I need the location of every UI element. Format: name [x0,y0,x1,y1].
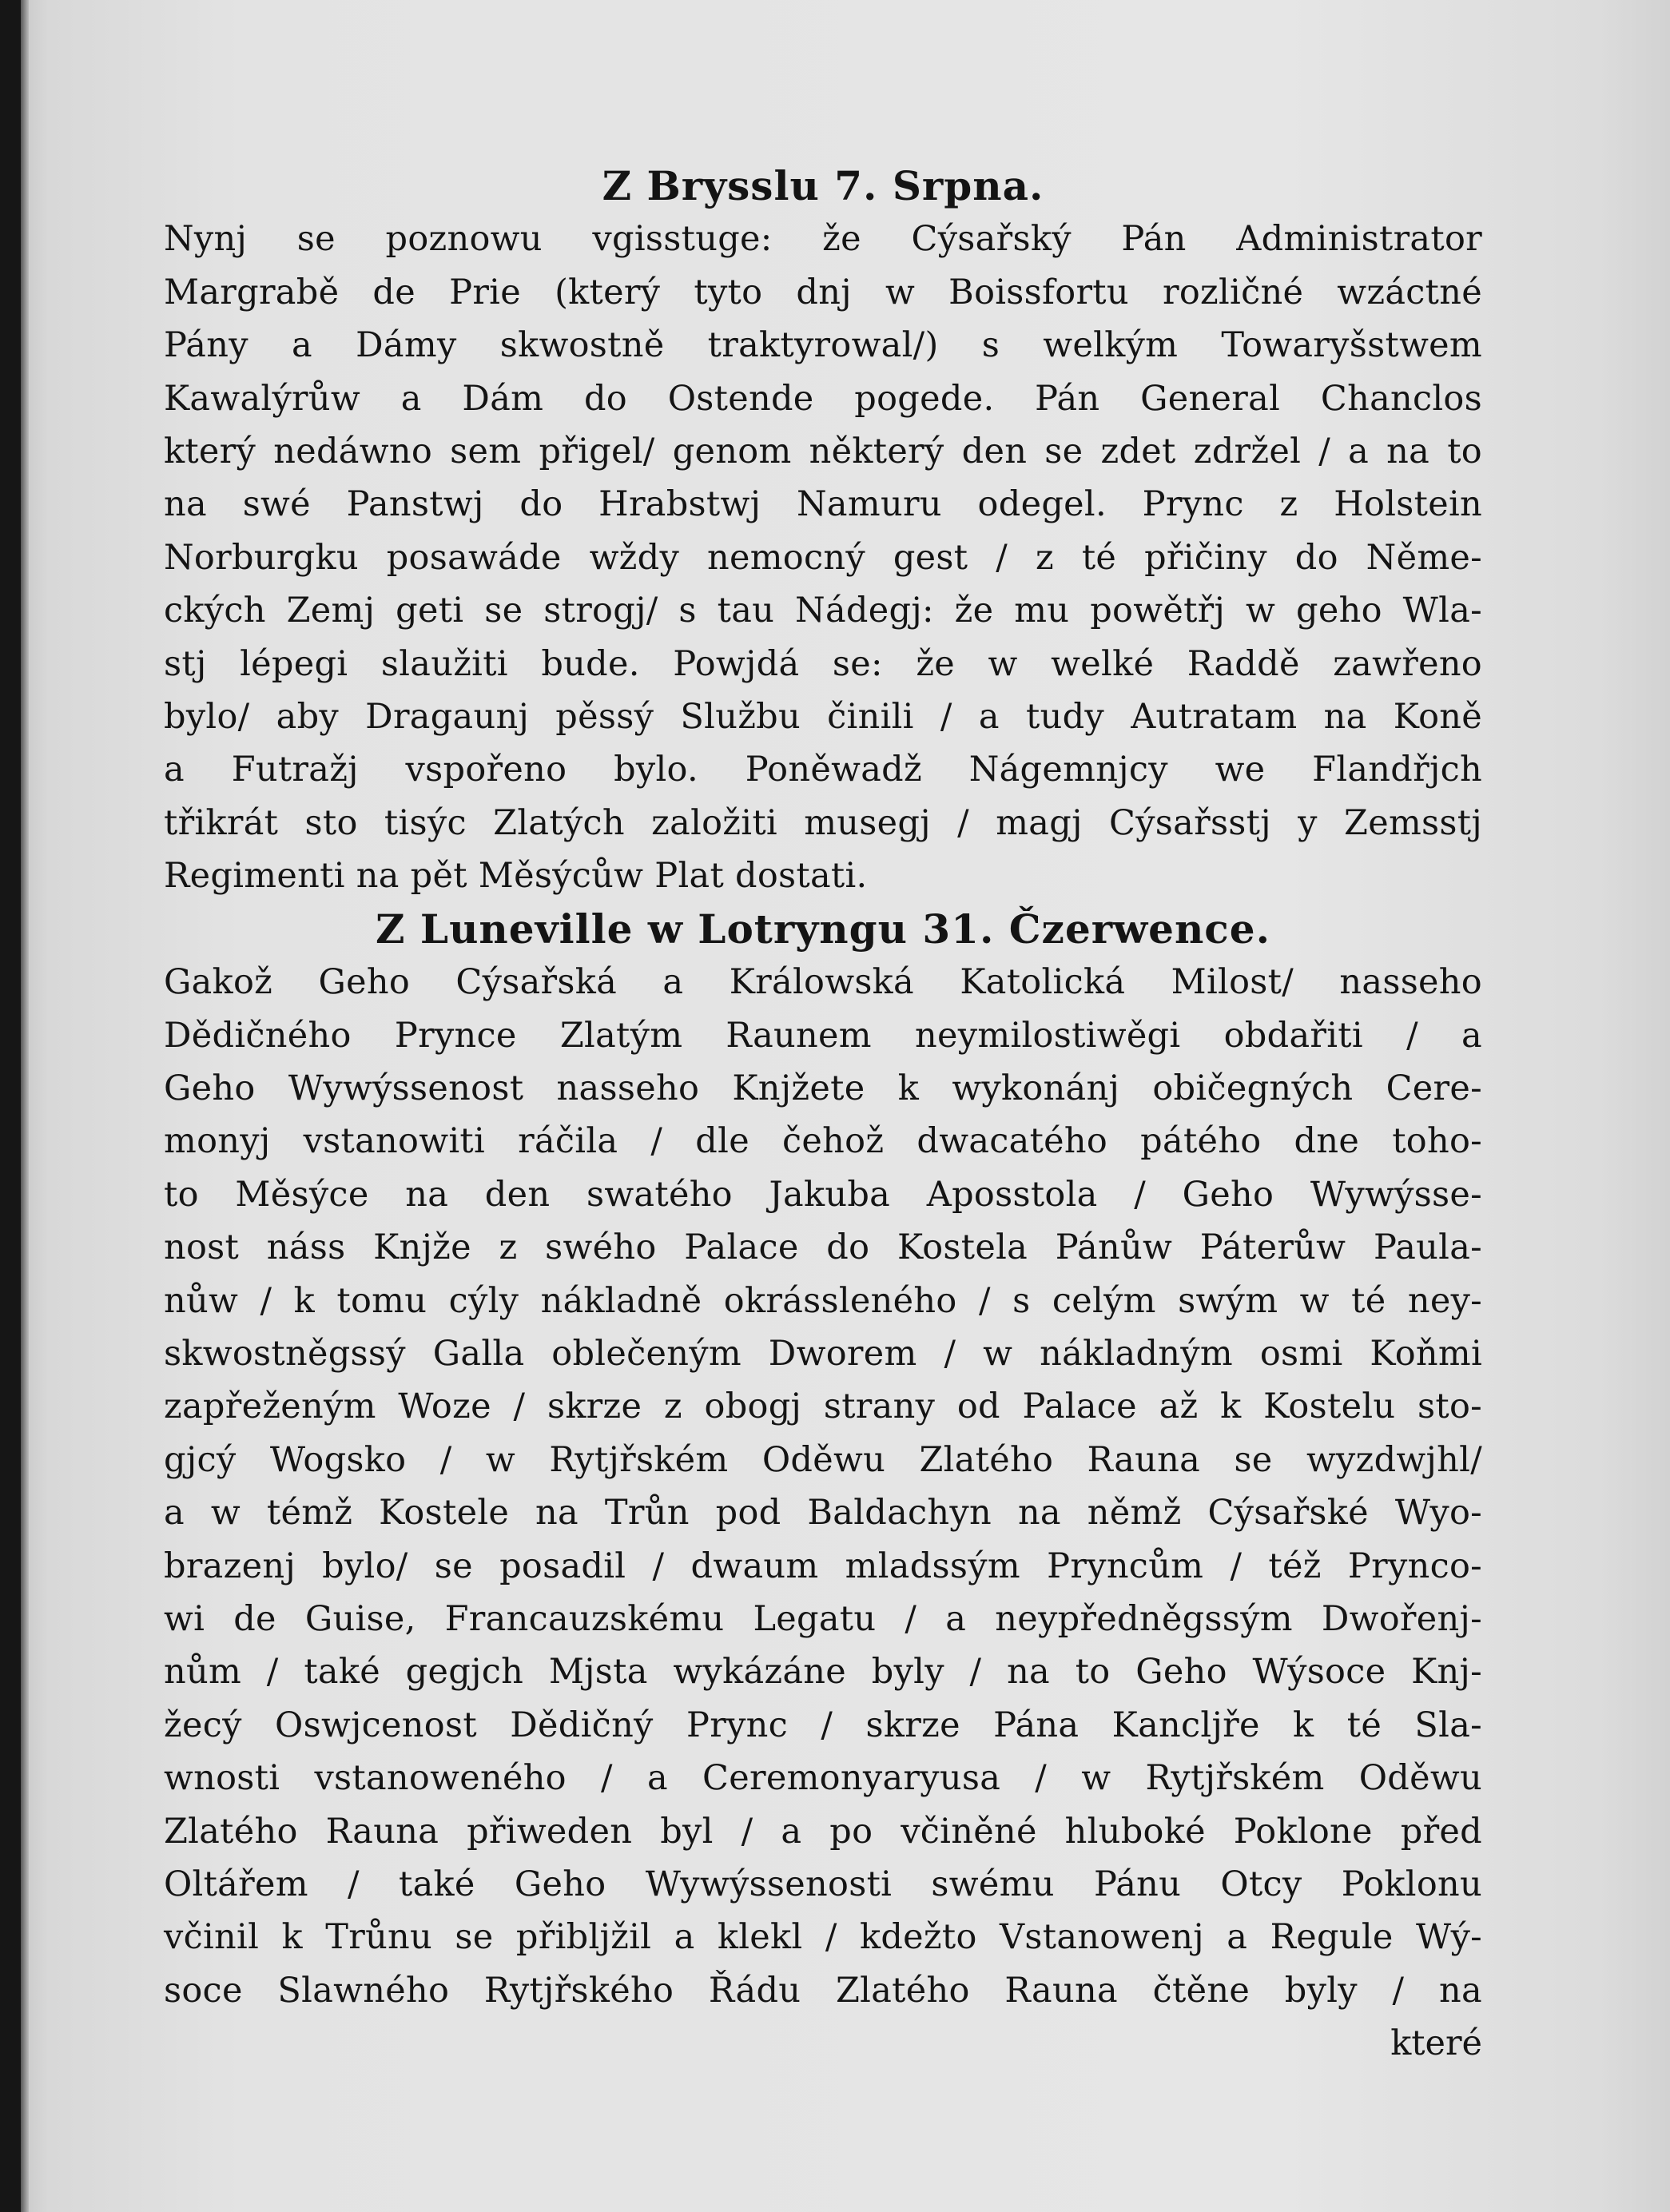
text-line: Gakož Geho Cýsařská a Králowská Katolická Milost/ nasseho [164,962,1482,1003]
catchword: které [1390,2023,1482,2064]
text-line: Pány a Dámy skwostně traktyrowal/) s welkým Towaryšstwem [164,325,1482,366]
section-heading-luneville: Z Luneville w Lotryngu 31. Čzerwence. [376,905,1270,953]
text-line: to Měsýce na den swatého Jakuba Aposstola / Geho Wywýsse- [164,1174,1482,1215]
text-line: Oltářem / také Geho Wywýssenosti swému Pánu Otcy Poklonu [164,1864,1482,1904]
text-line: zapřeženým Woze / skrze z obogj strany od Palace až k Kostelu sto- [164,1386,1482,1427]
text-line: bylo/ aby Dragaunj pěssý Službu činili / a tudy Autratam na Koně [164,697,1482,738]
text-line: který nedáwno sem přigel/ genom některý den se zdet zdržel / a na to [164,432,1482,472]
text-line: wnosti vstanoweného / a Ceremonyaryusa / w Rytjřském Oděwu [164,1758,1482,1799]
text-line: ckých Zemj geti se strogj/ s tau Nádegj: že mu powětřj w geho Wla- [164,591,1482,631]
text-line: nost náss Knjže z swého Palace do Kostela Pánůw Páterůw Paula- [164,1227,1482,1268]
text-line: gjcý Wogsko / w Rytjřském Oděwu Zlatého Rauna se wyzdwjhl/ [164,1439,1482,1480]
book-binding-edge [0,0,21,2212]
paragraph-luneville [164,956,1482,2017]
text-line: Kawalýrůw a Dám do Ostende pogede. Pán General Chanclos [164,378,1482,419]
text-line: a Futražj vspořeno bylo. Poněwadž Nágemnjcy we Flandřjch [164,750,1482,790]
text-line: monyj vstanowiti ráčila / dle čehož dwacatého pátého dne toho- [164,1121,1482,1162]
text-line: Geho Wywýssenost nasseho Knjžete k wykonánj običegných Cere- [164,1068,1482,1108]
text-line: Margrabě de Prie (který tyto dnj w Boissfortu rozličné wzáctné [164,272,1482,312]
text-line: stj lépegi slaužiti bude. Powjdá se: že w welké Raddě zawřeno [164,643,1482,684]
text-line: Zlatého Rauna přiweden byl / a po včiněné hluboké Poklone před [164,1811,1482,1852]
text-line: a w témž Kostele na Trůn pod Baldachyn na němž Cýsařské Wyo- [164,1493,1482,1534]
text-line: Regimenti na pět Měsýcůw Plat dostati. [164,856,868,897]
text-line: brazenj bylo/ se posadil / dwaum mladssým Pryncům / též Pryncо- [164,1546,1482,1586]
text-line: nůw / k tomu cýly nákladně okrássleného / s celým swým w té ney- [164,1280,1482,1321]
text-line: skwostněgssý Galla oblečeným Dworem / w nákladným osmi Koňmi [164,1333,1482,1374]
page-gutter-shadow [21,0,29,2212]
text-line: žecý Oswjcenost Dědičný Prync / skrze Pána Kancljře k té Sla- [164,1705,1482,1745]
text-line: nům / také gegjch Mjsta wykázáne byly / na to Geho Wýsoce Knj- [164,1652,1482,1693]
text-line: Dědičného Prynce Zlatým Raunem neymilostiwěgi obdařiti / a [164,1015,1482,1056]
section-heading-brussels: Z Brysslu 7. Srpna. [602,162,1044,209]
text-line: soce Slawného Rytjřského Řádu Zlatého Rauna čtěne byly / na [164,1970,1482,2011]
text-line: na swé Panstwj do Hrabstwj Namuru odegel. Prync z Holstein [164,484,1482,525]
text-line: včinil k Trůnu se přibljžil a klekl / kdežto Vstanowenj a Regule Wý- [164,1917,1482,1958]
text-line: třikrát sto tisýc Zlatých založiti musegj / magj Cýsařsstj y Zemsstj [164,802,1482,843]
paragraph-brussels [164,213,1482,902]
text-line: wi de Guise, Francauzskému Legatu / a neypředněgssým Dwořenj- [164,1598,1482,1639]
page-text [164,160,1482,2071]
text-line: Norburgku posawáde wždy nemocný gest / z té přičiny do Něme- [164,537,1482,578]
text-line: Nynj se poznowu vgisstuge: že Cýsařský Pán Administrator [164,219,1482,260]
